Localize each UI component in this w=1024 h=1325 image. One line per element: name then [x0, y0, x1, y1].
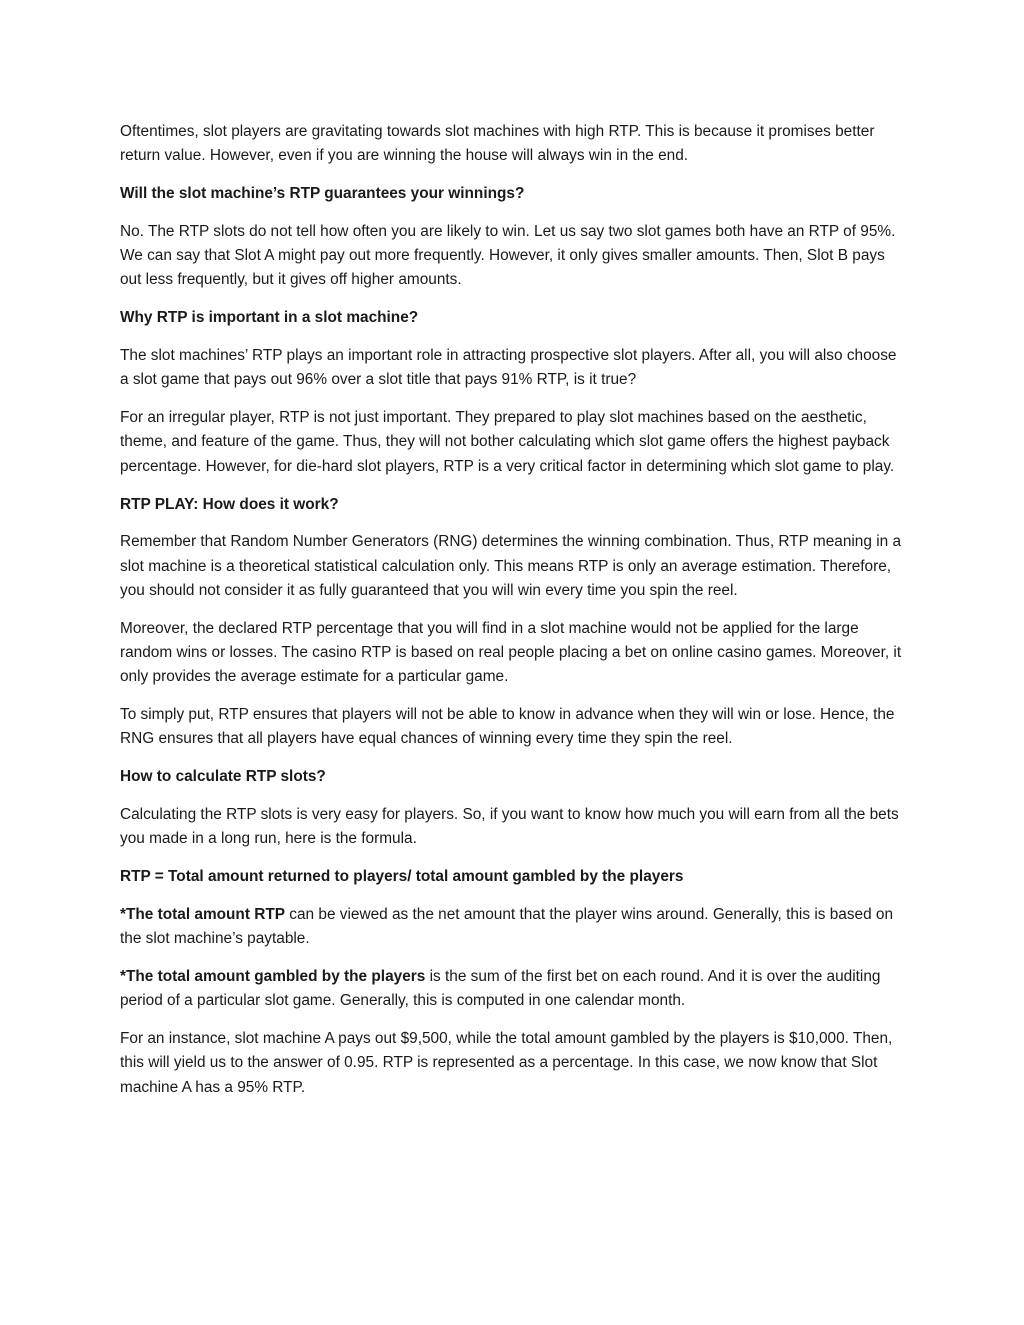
paragraph: To simply put, RTP ensures that players will not be able to know in advance when they will win or lose. Hence, the RNG ensures that all players have equal chances of winning every time they spin the reel. — [120, 706, 895, 748]
definition-text: can be viewed as the net amount that the player wins around. Generally, this is based on the slot machine’s paytable. — [120, 905, 894, 948]
section-heading: Why RTP is important in a slot machine? — [120, 309, 419, 327]
definition-term: *The total amount gambled by the players — [120, 968, 426, 986]
paragraph: The slot machines’ RTP plays an important role in attracting prospective slot players. After all, you will also choose a slot game that pays out 96% over a slot title that pays 91% RTP, is it true? — [120, 347, 897, 389]
paragraph: Moreover, the declared RTP percentage that you will find in a slot machine would not be applied for the large random wins or losses. The casino RTP is based on real people placing a bet on online casino games. Moreover, it only provides the average estimate for a particular game. — [120, 619, 902, 686]
section-heading: RTP PLAY: How does it work? — [120, 495, 339, 513]
paragraph: For an instance, slot machine A pays out $9,500, while the total amount gambled by the players is $10,000. Then, this will yield us to the answer of 0.95. RTP is represented as a percentage. In this case, we now know that Slot machine A has a 95% RTP. — [120, 1030, 893, 1096]
paragraph: Calculating the RTP slots is very easy for players. So, if you want to know how much you will earn from all the bets you made in a long run, here is the formula. — [120, 806, 899, 848]
document-page — [120, 120, 904, 1114]
section-heading: How to calculate RTP slots? — [120, 768, 326, 786]
paragraph: Remember that Random Number Generators (RNG) determines the winning combination. Thus, RTP meaning in a slot machine is a theoretical statistical calculation only. This means RTP is only an average estimation. Therefore, you should not consider it as fully guaranteed that you will win every time you spin the reel. — [120, 533, 902, 599]
paragraph: No. The RTP slots do not tell how often you are likely to win. Let us say two slot games both have an RTP of 95%. We can say that Slot A might pay out more frequently. However, it only gives smaller amounts. Then, Slot B pays out less frequently, but it gives off higher amounts. — [120, 222, 896, 289]
definition-term: *The total amount RTP — [120, 905, 286, 923]
definition-text: is the sum of the first bet on each round. And it is over the auditing period of a particular slot game. Generally, this is computed in one calendar month. — [120, 968, 881, 1010]
formula-heading: RTP = Total amount returned to players/ total amount gambled by the players — [120, 868, 684, 886]
section-heading: Will the slot machine’s RTP guarantees your winnings? — [120, 185, 525, 203]
paragraph: Oftentimes, slot players are gravitating towards slot machines with high RTP. This is because it promises better return value. However, even if you are winning the house will always win in the end. — [120, 123, 875, 165]
paragraph: For an irregular player, RTP is not just important. They prepared to play slot machines based on the aesthetic, theme, and feature of the game. Thus, they will not bother calculating which slot game offers the highest payback percentage. However, for die-hard slot players, RTP is a very critical factor in determining which slot game to play. — [120, 409, 895, 475]
definition-paragraph — [120, 965, 904, 1014]
definition-paragraph — [120, 903, 904, 952]
